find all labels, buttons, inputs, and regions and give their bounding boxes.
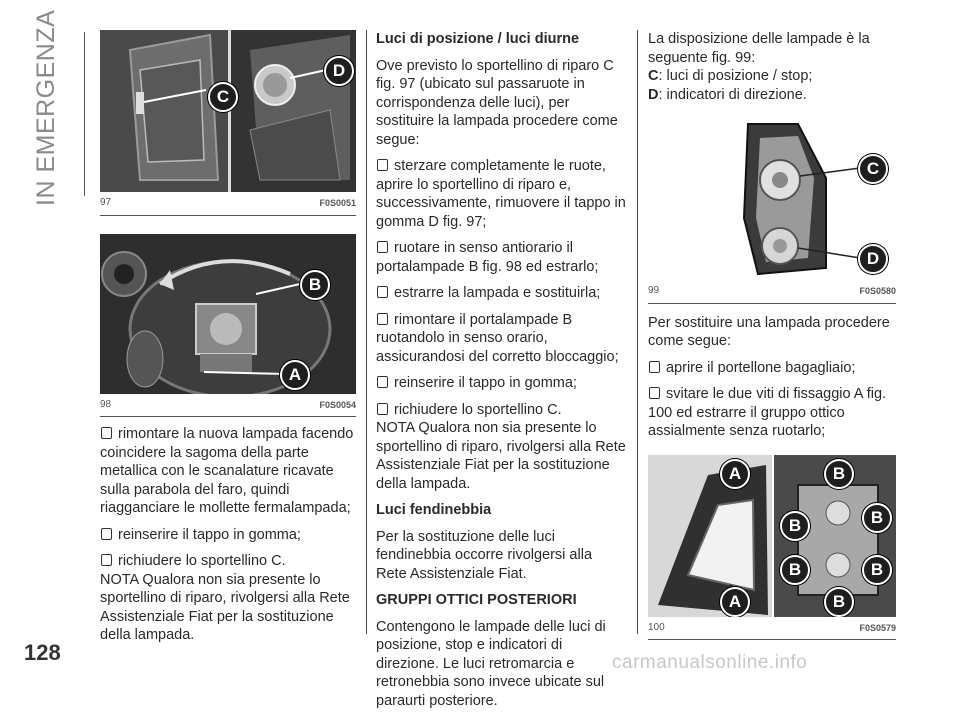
checkbox-icon — [377, 313, 388, 325]
legend-item: D: indicatori di direzione. — [648, 86, 807, 103]
figure-97-image — [100, 30, 356, 192]
page-number: 128 — [24, 640, 61, 665]
figure-label-a: A — [280, 360, 310, 390]
figure-99-caption — [648, 280, 896, 304]
figure-label-c: C — [208, 82, 238, 112]
figure-99 — [648, 118, 896, 304]
section-title — [30, 9, 70, 216]
section-title-text: IN EMERGENZA — [32, 9, 60, 206]
figure-100-caption — [648, 617, 896, 641]
checkbox-icon — [377, 286, 388, 298]
figure-98 — [100, 234, 356, 418]
figure-number: 99 — [648, 285, 660, 296]
figure-code: F0S0579 — [859, 622, 896, 633]
figure-label-d: D — [858, 244, 888, 274]
figure-98-caption — [100, 394, 356, 418]
column-1 — [100, 30, 356, 653]
note-text: NOTA Qualora non sia presente lo sportellino di riparo, rivolgersi alla Rete Assistenziale Fiat per la sostituzione della lampada. — [376, 420, 626, 492]
figure-label-a: A — [720, 587, 750, 617]
replace-text: Per sostituire una lampada procedere come segue: — [648, 314, 890, 349]
figure-label-c: C — [858, 154, 888, 184]
figure-97-caption — [100, 192, 356, 216]
list-item: rimontare la nuova lampada facendo coincidere la sagoma della parte metallica con le scanalature ricavate sulla parabola del faro, quindi riagganciare le mollette fermalampada; — [100, 426, 354, 516]
figure-99-image — [648, 118, 896, 280]
figure-100-image — [648, 455, 896, 617]
section-title-rule — [84, 32, 85, 196]
checkbox-icon — [377, 376, 388, 388]
checkbox-icon — [377, 241, 388, 253]
figure-label-b: B — [862, 555, 892, 585]
figure-code: F0S0051 — [319, 198, 356, 208]
figure-label-b: B — [780, 511, 810, 541]
legend-item: C: luci di posizione / stop; — [648, 68, 813, 84]
figure-code: F0S0054 — [319, 399, 356, 410]
figure-98-image — [100, 234, 356, 394]
figure-label-b: B — [824, 587, 854, 617]
list-item: sterzare completamente le ruote, aprire lo sportellino di riparo e, successivamente, rimuovere il tappo in gomma D fig. 97; — [376, 158, 626, 230]
column-separator — [637, 30, 638, 634]
list-item: richiudere lo sportellino C. — [376, 401, 626, 420]
figure-code: F0S0580 — [859, 286, 896, 296]
list-item: richiudere lo sportellino C. — [100, 552, 356, 571]
checkbox-icon — [101, 554, 112, 566]
checkbox-icon — [377, 403, 388, 415]
column-2 — [376, 30, 626, 718]
note-text: NOTA Qualora non sia presente lo sportellino di riparo, rivolgersi alla Rete Assistenziale Fiat per la sostituzione della lampada. — [100, 571, 350, 643]
heading-fog-lights: Luci fendinebbia — [376, 502, 492, 518]
figure-number: 97 — [100, 197, 112, 208]
intro-text: Ove previsto lo sportellino di riparo C fig. 97 (ubicato sul passaruote in corrispondenza delle luci), per sostituire la lampada procedere come segue: — [376, 57, 618, 148]
checkbox-icon — [377, 159, 388, 171]
figure-label-a: A — [720, 459, 750, 489]
figure-label-b: B — [862, 503, 892, 533]
figure-label-b: B — [780, 555, 810, 585]
checkbox-icon — [649, 387, 660, 399]
figure-98-illustration — [100, 234, 356, 394]
rear-text: Contengono le lampade delle luci di posizione, stop e indicatori di direzione. Le luci retromarcia e retronebbia sono invece ubicate sul paraurti posteriore. — [376, 618, 606, 709]
fog-text: Per la sostituzione delle luci fendinebbia occorre rivolgersi alla Rete Assistenziale Fiat. — [376, 528, 593, 582]
figure-number: 100 — [648, 621, 665, 633]
list-item: ruotare in senso antiorario il portalampade B fig. 98 ed estrarlo; — [376, 240, 599, 275]
figure-97 — [100, 30, 356, 216]
figure-label-d: D — [324, 56, 354, 86]
figure-100-illustration — [648, 455, 896, 617]
list-item: rimontare il portalampade B ruotandolo in senso orario, assicurandosi del corretto bloccaggio; — [376, 311, 619, 365]
intro-text: La disposizione delle lampade è la seguente fig. 99: — [648, 31, 870, 66]
column-3 — [648, 30, 896, 640]
checkbox-icon — [101, 427, 112, 439]
figure-label-b: B — [824, 459, 854, 489]
heading-rear-lights: GRUPPI OTTICI POSTERIORI — [376, 592, 577, 608]
column-separator — [366, 30, 367, 634]
list-item: svitare le due viti di fissaggio A fig. 100 ed estrarre il gruppo ottico assialmente senza ruotarlo; — [648, 386, 887, 439]
list-item: reinserire il tappo in gomma; — [376, 374, 626, 393]
figure-label-b: B — [300, 270, 330, 300]
checkbox-icon — [101, 528, 112, 540]
list-item: aprire il portellone bagagliaio; — [648, 359, 896, 378]
footer-watermark: carmanualsonline.info — [612, 652, 808, 673]
heading-position-lights: Luci di posizione / luci diurne — [376, 31, 580, 47]
list-item: reinserire il tappo in gomma; — [100, 526, 356, 545]
figure-number: 98 — [100, 398, 112, 410]
list-item: estrarre la lampada e sostituirla; — [376, 284, 626, 303]
figure-100 — [648, 455, 896, 641]
checkbox-icon — [649, 361, 660, 373]
